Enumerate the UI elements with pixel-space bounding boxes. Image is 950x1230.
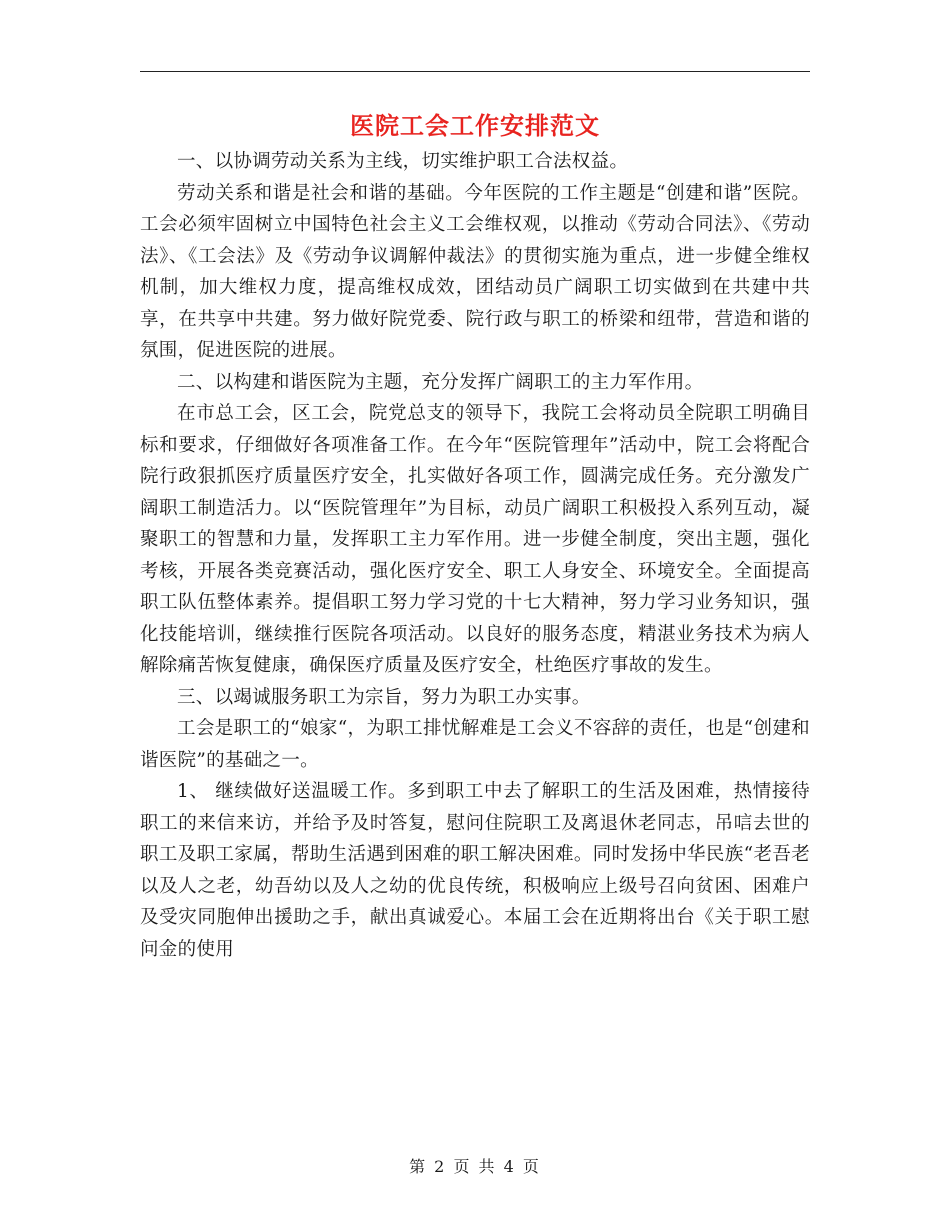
section-heading-1: 一、以协调劳动关系为主线，切实维护职工合法权益。 [177,151,629,172]
body-paragraph: 在市总工会，区工会，院党总支的领导下，我院工会将动员全院职工明确目标和要求，仔细做好各项准备工作。在今年“医院管理年”活动中，院工会将配合院行政狠抓医疗质量医疗安全，扎实做好各项工作，圆满完成任务。充分激发广阔职工制造活力。以“医院管理年”为目标，动员广阔职工积极投入系列互动，凝聚职工的智慧和力量，发挥职工主力军作用。进一步健全制度，突出主题，强化考核，开展各类竞赛活动，强化医疗安全、职工人身安全、环境安全。全面提高职工队伍整体素养。提倡职工努力学习党的十七大精神，努力学习业务知识，强化技能培训，继续推行医院各项活动。以良好的服务态度，精湛业务技术为病人解除痛苦恢复健康，确保医疗质量及医疗安全，杜绝医疗事故的发生。 [140,403,810,676]
body-paragraph: 劳动关系和谐是社会和谐的基础。今年医院的工作主题是“创建和谐”医院。工会必须牢固树立中国特色社会主义工会维权观，以推动《劳动合同法》、《劳动法》、《工会法》及《劳动争议调解仲裁法》的贯彻实施为重点，进一步健全维权机制，加大维权力度，提高维权成效，团结动员广阔职工切实做到在共建中共享，在共享中共建。努力做好院党委、院行政与职工的桥梁和纽带，营造和谐的氛围，促进医院的进展。 [140,182,810,361]
section-heading-3: 三、以竭诚服务职工为宗旨，努力为职工办实事。 [177,686,591,708]
body-paragraph: 1、 继续做好送温暖工作。多到职工中去了解职工的生活及困难，热情接待职工的来信来访，并给予及时答复，慰问住院职工及离退休老同志，吊唁去世的职工及职工家属，帮助生活遇到困难的职工解决困难。同时发扬中华民族“老吾老以及人之老，幼吾幼以及人之幼的优良传统，积极响应上级号召向贫困、困难户及受灾同胞伸出援助之手，献出真诚爱心。本届工会在近期将出台《关于职工慰问金的使用 [140,781,810,960]
document-body [140,146,810,965]
section-heading-2: 二、以构建和谐医院为主题，充分发挥广阔职工的主力军作用。 [177,371,704,393]
body-paragraph: 工会是职工的“娘家“，为职工排忧解难是工会义不容辞的责任，也是“创建和谐医院”的基础之一。 [140,718,810,771]
page-footer: 第 2 页 共 4 页 [409,1157,541,1176]
page-title: 医院工会工作安排范文 [350,111,600,140]
header-rule [140,71,810,72]
